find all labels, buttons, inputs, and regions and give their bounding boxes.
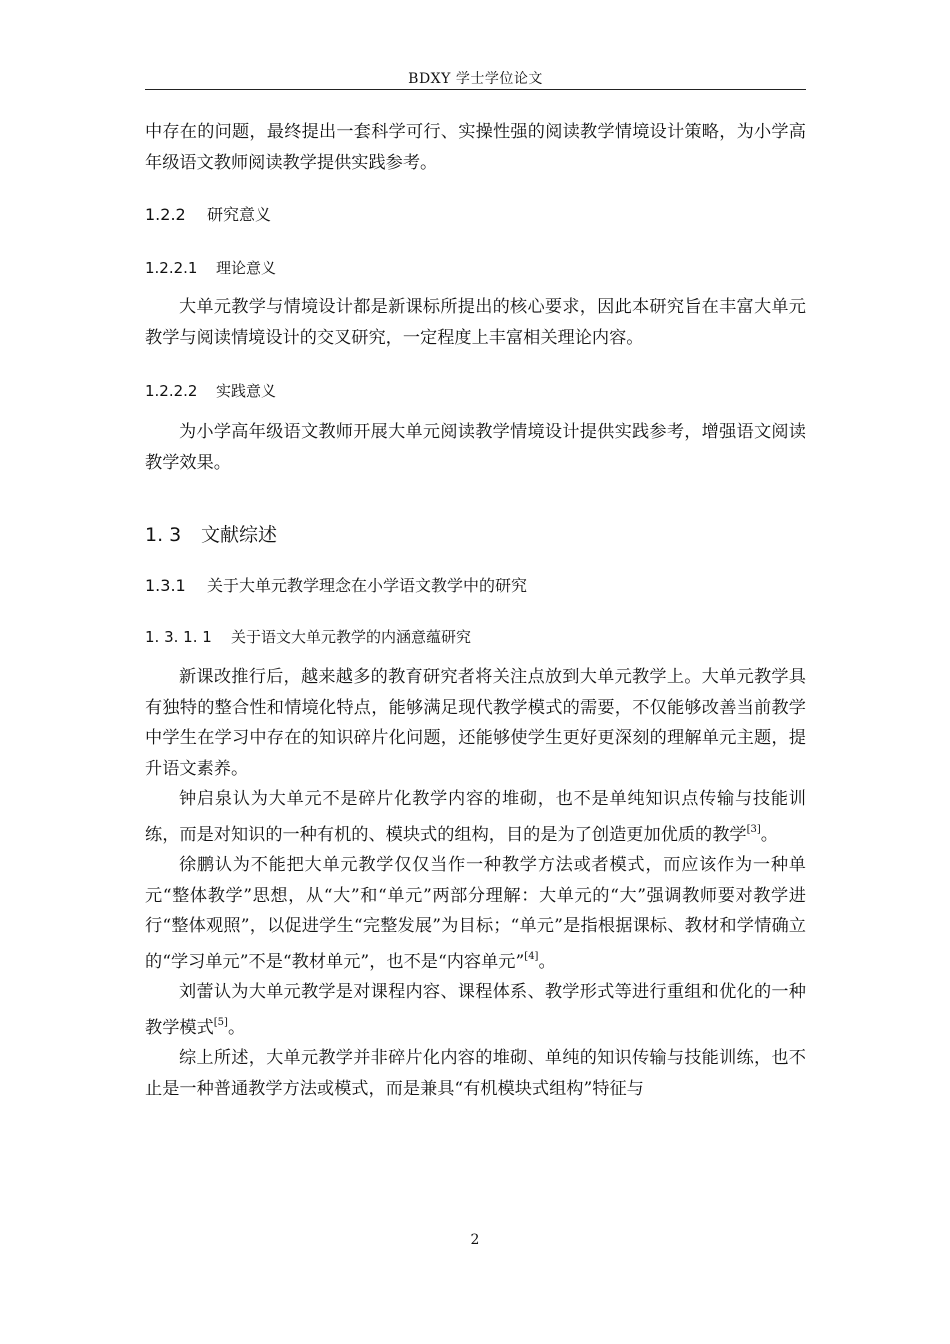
heading-1-2-2-1	[145, 257, 806, 278]
paragraph-1: 新课改推行后，越来越多的教育研究者将关注点放到大单元教学上。大单元教学具有独特的整合性和情境化特点，能够满足现代教学模式的需要，不仅能够改善当前教学中学生在学习中存在的知识碎片化问题，还能够使学生更好更深刻的理解单元主题，提升语文素养。	[145, 667, 806, 779]
paragraph-5: 综上所述，大单元教学并非碎片化内容的堆砌、单纯的知识传输与技能训练，也不止是一种普通教学方法或模式，而是兼具“有机模块式组构”特征与	[145, 1048, 806, 1099]
heading-title: 研究意义	[207, 205, 272, 224]
paragraph-text: 为小学高年级语文教师开展大单元阅读教学情境设计提供实践参考，增强语文阅读教学效果。	[145, 422, 806, 473]
paragraph-end: 。	[538, 951, 556, 972]
heading-title: 关于大单元教学理念在小学语文教学中的研究	[207, 576, 528, 595]
heading-1-3-1-1	[145, 626, 806, 647]
heading-title: 理论意义	[216, 259, 277, 277]
practice-paragraph	[145, 417, 806, 478]
running-header: BDXY 学士学位论文	[408, 71, 543, 87]
intro-paragraph	[145, 117, 806, 178]
citation-ref[interactable]: [5]	[213, 1016, 228, 1028]
paragraph-text: 钟启泉认为大单元不是碎片化教学内容的堆砌，也不是单纯知识点传输与技能训练，而是对知识的一种有机的、模块式的组构，目的是为了创造更加优质的教学	[145, 789, 806, 845]
header-rule	[145, 89, 806, 90]
heading-1-2-2	[145, 202, 806, 225]
page-number: 2	[470, 1232, 480, 1248]
heading-title: 实践意义	[216, 382, 277, 400]
paragraph-end: 。	[227, 1017, 246, 1038]
citation-ref[interactable]: [3]	[746, 823, 761, 835]
heading-number: 1. 3. 1. 1	[145, 628, 212, 646]
heading-number: 1.3.1	[145, 576, 186, 595]
heading-title: 关于语文大单元教学的内涵意蕴研究	[231, 628, 472, 646]
citation-ref[interactable]: [4]	[524, 950, 539, 962]
paragraph-end: 。	[760, 824, 778, 845]
paragraph-text: 中存在的问题，最终提出一套科学可行、实操性强的阅读教学情境设计策略，为小学高年级语文教师阅读教学提供实践参考。	[145, 122, 806, 173]
review-paragraphs	[145, 662, 806, 1104]
heading-number: 1.2.2	[145, 205, 186, 224]
paragraph-2	[145, 784, 806, 850]
heading-number: 1.2.2.2	[145, 382, 198, 400]
paragraph-text: 大单元教学与情境设计都是新课标所提出的核心要求，因此本研究旨在丰富大单元教学与阅读情境设计的交叉研究，一定程度上丰富相关理论内容。	[145, 297, 806, 348]
paragraph-3	[145, 850, 806, 977]
heading-1-3-1	[145, 573, 806, 596]
heading-number: 1.2.2.1	[145, 259, 198, 277]
paragraph-4	[145, 977, 806, 1043]
heading-1-3	[145, 520, 806, 547]
heading-number: 1. 3	[145, 524, 182, 546]
theory-paragraph	[145, 292, 806, 353]
heading-title: 文献综述	[201, 524, 278, 546]
paragraph-text: 徐鹏认为不能把大单元教学仅仅当作一种教学方法或者模式，而应该作为一种单元“整体教学”思想，从“大”和“单元”两部分理解：大单元的“大”强调教师要对教学进行“整体观照”，以促进学生“完整发展”为目标；“单元”是指根据课标、教材和学情确立的“学习单元”不是“教材单元”，也不是“内容单元”	[145, 855, 806, 972]
heading-1-2-2-2	[145, 380, 806, 401]
paragraph-text: 刘蕾认为大单元教学是对课程内容、课程体系、教学形式等进行重组和优化的一种教学模式	[145, 982, 806, 1038]
